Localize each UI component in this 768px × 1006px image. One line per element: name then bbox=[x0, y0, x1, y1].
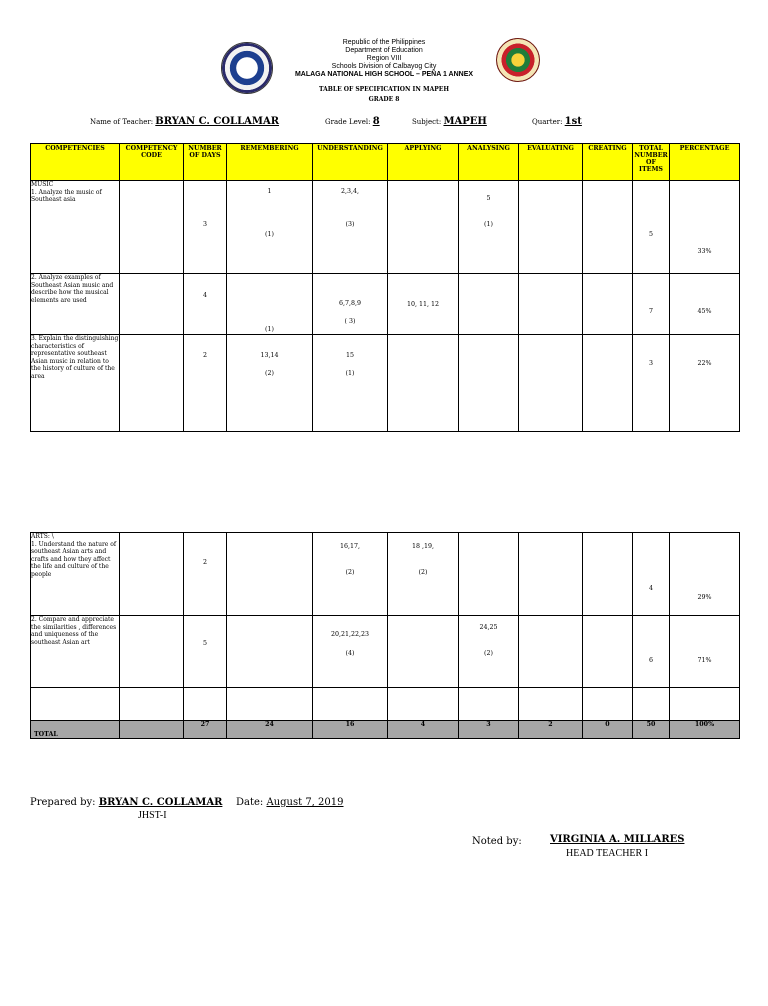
doc-grade: GRADE 8 bbox=[368, 96, 400, 103]
analysing-cell bbox=[459, 616, 519, 688]
section-arts-label: ARTS: \ bbox=[31, 533, 54, 540]
understanding-items: 16,17, bbox=[339, 543, 361, 550]
header-total-items: TOTAL NUMBER OF ITEMS bbox=[633, 144, 670, 181]
evaluating-cell bbox=[519, 335, 583, 432]
analysing-count: (1) bbox=[484, 221, 493, 228]
understanding-count: ( 3) bbox=[344, 318, 356, 325]
competency-text: 1. Analyze the music of Southeast asia bbox=[31, 188, 102, 204]
quarter-info bbox=[532, 116, 582, 127]
code-cell bbox=[120, 181, 184, 274]
total-cell bbox=[633, 533, 670, 616]
noted-position: HEAD TEACHER I bbox=[566, 848, 649, 859]
total-value: 5 bbox=[648, 231, 653, 238]
subject-info bbox=[412, 116, 487, 127]
total-percentage: 100% bbox=[670, 721, 740, 739]
percentage-cell bbox=[670, 274, 740, 335]
applying-cell bbox=[388, 616, 459, 688]
total-days: 27 bbox=[184, 721, 227, 739]
total-value: 7 bbox=[648, 308, 653, 315]
competency-cell bbox=[31, 533, 120, 616]
creating-cell bbox=[583, 533, 633, 616]
teacher-label: Name of Teacher: bbox=[90, 118, 154, 126]
evaluating-cell bbox=[519, 616, 583, 688]
tos-table-arts bbox=[30, 532, 740, 739]
remembering-count: (2) bbox=[265, 370, 274, 377]
header-percentage: PERCENTAGE bbox=[670, 144, 740, 181]
competency-text: 2. Analyze examples of Southeast Asian music and describe how the musical elements are used bbox=[31, 274, 114, 304]
days-value: 4 bbox=[202, 292, 207, 299]
header-division: Schools Division of Calbayog City bbox=[331, 63, 437, 70]
remembering-items: 13,14 bbox=[260, 352, 279, 359]
understanding-cell bbox=[313, 181, 388, 274]
header-republic: Republic of the Philippines bbox=[342, 39, 426, 46]
days-value: 2 bbox=[202, 352, 207, 359]
section-music-label: MUSIC bbox=[31, 181, 54, 188]
header-number-of-days: NUMBER OF DAYS bbox=[184, 144, 227, 181]
analysing-cell bbox=[459, 533, 519, 616]
competency-cell bbox=[31, 335, 120, 432]
evaluating-cell bbox=[519, 181, 583, 274]
creating-cell bbox=[583, 616, 633, 688]
applying-cell bbox=[388, 335, 459, 432]
total-analysing: 3 bbox=[459, 721, 519, 739]
creating-cell bbox=[583, 274, 633, 335]
applying-cell bbox=[388, 181, 459, 274]
days-value: 2 bbox=[202, 559, 207, 566]
doc-title: TABLE OF SPECIFICATION IN MAPEH bbox=[319, 86, 449, 93]
total-cell bbox=[633, 274, 670, 335]
percentage-cell bbox=[670, 533, 740, 616]
analysing-cell bbox=[459, 335, 519, 432]
subject-label: Subject: bbox=[412, 118, 442, 126]
understanding-count: (1) bbox=[345, 370, 355, 377]
understanding-items: 6,7,8,9 bbox=[338, 300, 362, 307]
remembering-cell bbox=[227, 274, 313, 335]
understanding-cell bbox=[313, 533, 388, 616]
evaluating-cell bbox=[519, 533, 583, 616]
percentage-value: 33% bbox=[697, 248, 712, 255]
total-row bbox=[31, 721, 740, 739]
understanding-items: 2,3,4, bbox=[340, 188, 360, 195]
header-department: Department of Education bbox=[345, 47, 423, 54]
total-cell bbox=[633, 181, 670, 274]
date-label: Date: bbox=[236, 797, 264, 808]
date-field bbox=[236, 797, 344, 808]
total-applying: 4 bbox=[388, 721, 459, 739]
table-row bbox=[31, 335, 740, 432]
analysing-items: 24,25 bbox=[479, 624, 498, 631]
total-value: 3 bbox=[648, 360, 653, 367]
percentage-value: 71% bbox=[697, 657, 712, 664]
understanding-count: (2) bbox=[345, 569, 355, 576]
teacher-info bbox=[90, 116, 279, 127]
creating-cell bbox=[583, 181, 633, 274]
total-remembering: 24 bbox=[227, 721, 313, 739]
table-row-empty bbox=[31, 688, 740, 721]
code-cell bbox=[120, 533, 184, 616]
days-value: 5 bbox=[202, 640, 207, 647]
understanding-cell bbox=[313, 616, 388, 688]
analysing-cell bbox=[459, 274, 519, 335]
understanding-count: (4) bbox=[345, 650, 355, 657]
grade-label: Grade Level: bbox=[325, 118, 371, 126]
grade-value: 8 bbox=[372, 116, 380, 127]
table-row bbox=[31, 616, 740, 688]
tos-table-music bbox=[30, 143, 740, 432]
header-region: Region VIII bbox=[366, 55, 402, 62]
header-school: MALAGA NATIONAL HIGH SCHOOL – PEÑA 1 ANNEX bbox=[294, 71, 474, 78]
understanding-items: 20,21,22,23 bbox=[330, 631, 370, 638]
analysing-count: (2) bbox=[484, 650, 493, 657]
days-value: 3 bbox=[202, 221, 207, 228]
code-cell bbox=[120, 274, 184, 335]
percentage-value: 45% bbox=[697, 308, 712, 315]
creating-cell bbox=[583, 335, 633, 432]
total-cell bbox=[633, 335, 670, 432]
header-applying: APPLYING bbox=[388, 144, 459, 181]
remembering-cell bbox=[227, 181, 313, 274]
prepared-by bbox=[30, 797, 222, 808]
remembering-items: 1 bbox=[267, 188, 272, 195]
remembering-cell bbox=[227, 335, 313, 432]
total-label: TOTAL bbox=[31, 721, 120, 739]
header-analysing: ANALYSING bbox=[459, 144, 519, 181]
evaluating-cell bbox=[519, 274, 583, 335]
total-items: 50 bbox=[633, 721, 670, 739]
total-value: 4 bbox=[648, 585, 653, 592]
analysing-cell bbox=[459, 181, 519, 274]
table-row bbox=[31, 533, 740, 616]
understanding-cell bbox=[313, 274, 388, 335]
competency-cell bbox=[31, 616, 120, 688]
remembering-count: (1) bbox=[265, 231, 274, 238]
code-cell bbox=[120, 335, 184, 432]
header-remembering: REMEMBERING bbox=[227, 144, 313, 181]
days-cell bbox=[184, 181, 227, 274]
total-value: 6 bbox=[648, 657, 653, 664]
teacher-name: BRYAN C. COLLAMAR bbox=[155, 116, 280, 127]
header-competencies: COMPETENCIES bbox=[31, 144, 120, 181]
days-cell bbox=[184, 335, 227, 432]
applying-count: (2) bbox=[418, 569, 428, 576]
competency-text: 1. Understand the nature of southeast Asian arts and crafts and how they affect the life and culture of the people bbox=[31, 540, 117, 578]
subject-value: MAPEH bbox=[443, 116, 487, 127]
competency-text: 3. Explain the distinguishing characteristics of representative southeast Asian music in relation to the history of culture of the area bbox=[31, 335, 119, 380]
percentage-cell bbox=[670, 335, 740, 432]
remembering-count: (1) bbox=[265, 326, 274, 333]
header-competency-code: COMPETENCY CODE bbox=[120, 144, 184, 181]
header-creating: CREATING bbox=[583, 144, 633, 181]
days-cell bbox=[184, 533, 227, 616]
table-row bbox=[31, 274, 740, 335]
competency-cell bbox=[31, 181, 120, 274]
prepared-position: JHST-I bbox=[138, 810, 167, 821]
understanding-cell bbox=[313, 335, 388, 432]
total-evaluating: 2 bbox=[519, 721, 583, 739]
header-evaluating: EVALUATING bbox=[519, 144, 583, 181]
applying-items: 18 ,19, bbox=[411, 543, 435, 550]
understanding-items: 15 bbox=[345, 352, 354, 359]
remembering-cell bbox=[227, 533, 313, 616]
table-row bbox=[31, 181, 740, 274]
percentage-value: 22% bbox=[697, 360, 712, 367]
competency-cell bbox=[31, 274, 120, 335]
competency-text: 2. Compare and appreciate the similarities , differences and uniqueness of the southeast Asian art bbox=[31, 616, 117, 646]
remembering-cell bbox=[227, 616, 313, 688]
prepared-label: Prepared by: bbox=[30, 797, 96, 808]
code-cell bbox=[120, 616, 184, 688]
table-header-row bbox=[31, 144, 740, 181]
noted-label: Noted by: bbox=[472, 836, 522, 847]
quarter-value: 1st bbox=[564, 116, 582, 127]
quarter-label: Quarter: bbox=[532, 118, 563, 126]
noted-name: VIRGINIA A. MILLARES bbox=[550, 834, 685, 845]
grade-info bbox=[325, 116, 380, 127]
total-creating: 0 bbox=[583, 721, 633, 739]
days-cell bbox=[184, 616, 227, 688]
percentage-cell bbox=[670, 181, 740, 274]
days-cell bbox=[184, 274, 227, 335]
total-understanding: 16 bbox=[313, 721, 388, 739]
total-cell bbox=[633, 616, 670, 688]
header-understanding: UNDERSTANDING bbox=[313, 144, 388, 181]
prepared-name: BRYAN C. COLLAMAR bbox=[98, 797, 223, 808]
percentage-cell bbox=[670, 616, 740, 688]
date-value: August 7, 2019 bbox=[266, 797, 344, 808]
analysing-items: 5 bbox=[486, 195, 491, 202]
applying-items: 10, 11, 12 bbox=[406, 301, 440, 308]
percentage-value: 29% bbox=[697, 594, 712, 601]
applying-cell bbox=[388, 274, 459, 335]
applying-cell bbox=[388, 533, 459, 616]
understanding-count: (3) bbox=[345, 221, 355, 228]
